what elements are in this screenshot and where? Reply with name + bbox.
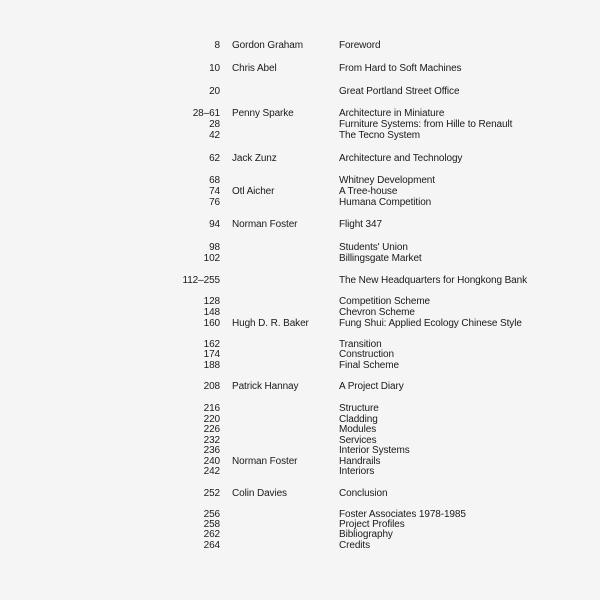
toc-entry [0,540,600,552]
toc-author: Gordon Graham [232,40,303,51]
toc-page-number: 220 [203,414,220,425]
toc-entry [0,219,600,231]
toc-title: Bibliography [339,529,393,540]
toc-title: Handrails [339,456,381,467]
toc-page-number: 68 [209,175,220,186]
toc-author: Colin Davies [232,488,287,499]
toc-author: Patrick Hannay [232,381,299,392]
toc-title: Furniture Systems: from Hille to Renault [339,119,513,130]
toc-title: The Tecno System [339,130,421,141]
toc-title: Foreword [339,40,381,51]
toc-title: From Hard to Soft Machines [339,63,462,74]
toc-page-number: 256 [203,509,220,520]
toc-entry [0,86,600,98]
toc-author: Jack Zunz [232,153,277,164]
toc-title: Project Profiles [339,519,405,530]
toc-author: Otl Aicher [232,186,275,197]
toc-title: Whitney Development [339,175,435,186]
toc-page-number: 188 [203,360,220,371]
toc-page-number: 112–255 [182,275,220,286]
toc-page-number: 208 [203,381,220,392]
toc-page-number: 252 [203,488,220,499]
toc-page-number: 148 [203,307,220,318]
toc-page-number: 216 [203,403,220,414]
toc-page-number: 128 [203,296,220,307]
toc-title: Fung Shui: Applied Ecology Chinese Style [339,318,522,329]
toc-title: A Tree-house [339,186,398,197]
toc-entry [0,488,600,500]
toc-page-number: 162 [203,339,220,350]
toc-page-number: 8 [214,40,220,51]
toc-title: The New Headquarters for Hongkong Bank [339,275,527,286]
toc-page-number: 258 [203,519,220,530]
toc-author: Hugh D. R. Baker [232,318,309,329]
toc-page-number: 94 [209,219,220,230]
toc-entry [0,63,600,75]
toc-title: Cladding [339,414,378,425]
toc-page-number: 262 [203,529,220,540]
toc-title: Foster Associates 1978-1985 [339,509,466,520]
toc-page-number: 240 [203,456,220,467]
toc-title: Services [339,435,377,446]
toc-page-number: 62 [209,153,220,164]
toc-title: Transition [339,339,382,350]
toc-page-number: 98 [209,242,220,253]
toc-title: Chevron Scheme [339,307,415,318]
toc-page-number: 242 [203,466,220,477]
toc-page-number: 174 [203,349,220,360]
toc-author: Penny Sparke [232,108,294,119]
toc-title: Great Portland Street Office [339,86,460,97]
toc-author: Chris Abel [232,63,277,74]
toc-entry [0,318,600,330]
toc-entry [0,381,600,393]
toc-author: Norman Foster [232,456,298,467]
toc-title: Architecture and Technology [339,153,463,164]
toc-page-number: 226 [203,424,220,435]
toc-title: Interiors [339,466,375,477]
toc-author: Norman Foster [232,219,298,230]
toc-title: A Project Diary [339,381,404,392]
toc-title: Flight 347 [339,219,382,230]
toc-page-number: 42 [209,130,220,141]
toc-title: Billingsgate Market [339,253,422,264]
toc-page-number: 74 [209,186,220,197]
toc-title: Modules [339,424,377,435]
toc-entry [0,466,600,478]
toc-title: Architecture in Miniature [339,108,445,119]
toc-title: Credits [339,540,370,551]
toc-title: Construction [339,349,394,360]
toc-title: Competition Scheme [339,296,431,307]
toc-title: Conclusion [339,488,388,499]
toc-title: Final Scheme [339,360,399,371]
toc-title: Humana Competition [339,197,432,208]
toc-entry [0,275,600,287]
toc-page-number: 76 [209,197,220,208]
toc-page-number: 28–61 [192,108,220,119]
toc-page-number: 236 [203,445,220,456]
toc-title: Interior Systems [339,445,410,456]
toc-page-number: 232 [203,435,220,446]
toc-page-number: 20 [209,86,220,97]
toc-page-number: 28 [209,119,220,130]
toc-entry [0,197,600,209]
toc-entry [0,153,600,165]
toc-page-number: 102 [203,253,220,264]
toc-entry [0,130,600,142]
toc-title: Students' Union [339,242,408,253]
toc-page-number: 160 [203,318,220,329]
toc-page-number: 10 [209,63,220,74]
toc-page-number: 264 [203,540,220,551]
toc-entry [0,360,600,372]
toc-entry [0,253,600,265]
toc-title: Structure [339,403,379,414]
toc-entry [0,40,600,52]
